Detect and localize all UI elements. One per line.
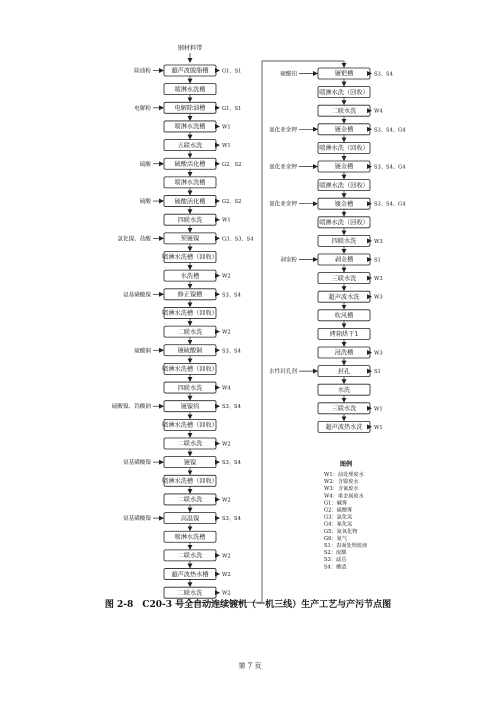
input-material-label: 电解粉 <box>134 105 151 112</box>
process-label: 水洗槽 <box>180 272 200 280</box>
input-material-label: 硫酸镍、钨酸钠 <box>111 404 151 411</box>
left-step <box>164 550 231 561</box>
left-step <box>162 363 218 374</box>
process-label: 喷淋水洗槽（回收） <box>162 478 218 485</box>
pollutant-tag: G1、S1 <box>222 105 242 112</box>
legend-item: S2：废酸 <box>324 550 347 557</box>
process-label: 喷淋水洗（回收） <box>319 89 369 97</box>
left-step <box>164 326 231 337</box>
right-step <box>318 403 383 414</box>
pollutant-tag: G3、S3、S4 <box>222 236 254 243</box>
start-label: 钢材料带 <box>177 45 203 52</box>
input-material-label: 氨基磺酸镍 <box>123 516 151 523</box>
process-label: 喷淋水洗（回收） <box>319 145 369 153</box>
process-label: 镀硫酸铜 <box>177 347 203 355</box>
legend-item: S1：表面处理废液 <box>324 543 368 549</box>
input-material-label: 硫酸铜 <box>134 348 151 355</box>
process-label: 喷淋水洗槽 <box>174 86 206 94</box>
legend-item: S3：滤芯 <box>324 557 347 564</box>
process-label: 五联水洗 <box>177 142 203 150</box>
process-label: 高温镍 <box>180 515 200 523</box>
process-label: 三联水洗 <box>331 405 357 413</box>
legend-item: G5：氮氧化物 <box>324 528 358 535</box>
process-label: 喷淋水洗槽（回收） <box>162 366 218 374</box>
legend-item: G4：氰化氢 <box>324 521 353 528</box>
legend-item: W1：前处理废水 <box>324 472 364 478</box>
pollutant-tag: G2、S2 <box>222 161 242 168</box>
input-material-label: 除油粉 <box>134 68 151 75</box>
pollutant-tag: S3、S4 <box>374 71 393 78</box>
process-label: 二联水洗 <box>177 496 203 504</box>
pollutant-tag: W3 <box>374 350 383 357</box>
right-step <box>318 328 370 339</box>
input-material-label: 氯化镍、盐酸 <box>117 236 151 243</box>
right-process-column <box>269 68 406 432</box>
pollutant-tag: S3、S4、G4 <box>374 201 406 208</box>
pollutant-tag: S3、S4 <box>222 516 241 523</box>
left-step <box>123 513 242 524</box>
left-step <box>164 121 231 132</box>
process-label: 三联水洗 <box>331 275 357 283</box>
right-step <box>318 180 370 191</box>
legend-item: G6：氨气 <box>324 535 348 542</box>
left-step <box>117 233 254 244</box>
pollutant-tag: W2 <box>222 273 231 280</box>
right-step <box>318 217 370 228</box>
pollutant-tag: W1 <box>222 217 231 224</box>
process-label: 修正镍槽 <box>177 291 203 299</box>
legend-title: 图例 <box>339 461 353 468</box>
legend-item: G2：硫酸雾 <box>324 507 353 514</box>
process-label: 喷淋水洗槽 <box>174 179 206 187</box>
left-step <box>164 84 216 95</box>
input-material-label: 氨基磺酸镍 <box>123 460 151 467</box>
pollutant-tag: W1 <box>222 124 231 131</box>
left-step <box>164 531 216 542</box>
pollutant-tag: W1 <box>222 143 231 150</box>
right-step <box>318 235 383 246</box>
right-step <box>318 310 370 321</box>
process-label: 喷淋水洗槽 <box>174 123 206 131</box>
pollutant-tag: W2 <box>222 553 231 560</box>
legend-item: W3：含氰废水 <box>324 486 359 493</box>
figure-caption: 图 2-8 C20-3 号全自动连续镀机（一机三线）生产工艺与产污节点图 <box>104 600 392 610</box>
process-label: 镀镍 <box>183 459 197 467</box>
right-step <box>318 347 383 358</box>
left-step <box>164 177 216 188</box>
process-label: 封孔 <box>337 368 351 376</box>
pollutant-tag: S3、S4 <box>222 404 241 411</box>
left-step <box>162 252 218 263</box>
input-material-label: 剥金粉 <box>280 257 297 264</box>
legend-items <box>324 470 368 570</box>
input-material-label: 氨基磺酸镍 <box>123 292 151 299</box>
process-label: 烤箱烘干1 <box>329 331 359 339</box>
left-step <box>164 494 231 505</box>
process-label: 二联水洗 <box>331 107 357 115</box>
process-label: 二联水洗 <box>177 328 203 336</box>
left-step <box>164 382 231 393</box>
left-step <box>162 419 218 430</box>
process-label: 四联水洗 <box>331 238 357 246</box>
process-label: 剥金槽 <box>334 256 354 264</box>
left-step <box>134 65 241 76</box>
input-material-label: 氰化亚金钾 <box>269 164 297 171</box>
pollutant-tag: W1 <box>374 424 383 431</box>
legend-item: S4：槽渣 <box>324 564 347 571</box>
right-step <box>318 291 383 302</box>
process-label: 喷淋水洗槽 <box>174 533 206 541</box>
process-label: 硫酸活化槽 <box>174 160 206 168</box>
right-step <box>280 254 381 265</box>
legend-item: W4：重金属废水 <box>324 493 364 500</box>
pollutant-tag: S1 <box>374 257 381 264</box>
process-label: 四联水洗 <box>177 384 203 392</box>
process-label: 超声波热水洗 <box>325 424 363 432</box>
process-label: 喷淋水洗槽（回收） <box>162 310 218 318</box>
process-label: 喷淋水洗（回收） <box>319 219 369 227</box>
right-step <box>318 384 370 395</box>
process-label: 超声波脱脂槽 <box>171 67 209 75</box>
process-label: 喷淋水洗（回收） <box>319 182 369 190</box>
left-step <box>164 438 231 449</box>
left-step <box>134 345 241 356</box>
process-label: 镀金槽 <box>334 200 354 208</box>
input-material-label: 氰化亚金钾 <box>269 127 297 134</box>
pollutant-tag: S3、S4、G4 <box>374 127 406 134</box>
process-label: 超声波水洗 <box>328 293 360 301</box>
process-label: 电解除油槽 <box>174 105 206 112</box>
right-step <box>269 124 406 135</box>
pollutant-tag: W2 <box>222 590 231 597</box>
right-step <box>318 421 383 432</box>
input-material-label: 硫酸 <box>139 199 151 206</box>
pollutant-tag: W4 <box>222 385 231 392</box>
pollutant-tag: W3 <box>374 276 383 283</box>
process-label: 四联水洗 <box>177 216 203 224</box>
pollutant-tag: W2 <box>222 441 231 448</box>
right-step <box>280 68 393 79</box>
process-label: 硫酸活化槽 <box>174 198 206 206</box>
process-label: 水洗 <box>337 386 351 394</box>
input-material-label: 水性封孔剂 <box>269 369 297 376</box>
right-step <box>318 273 383 284</box>
left-step <box>162 475 218 486</box>
left-step <box>162 307 218 318</box>
pollutant-tag: W1 <box>374 406 383 413</box>
process-label: 吹风槽 <box>334 312 354 320</box>
pollutant-tag: S3、S4 <box>222 292 241 299</box>
pollutant-tag: S1 <box>374 369 381 376</box>
left-step <box>134 102 241 113</box>
pollutant-tag: W2 <box>222 497 231 504</box>
left-step <box>123 289 242 300</box>
legend <box>324 460 368 570</box>
left-step <box>112 401 242 412</box>
input-material-label: 硫酸 <box>139 161 151 168</box>
left-step <box>164 270 231 281</box>
left-step <box>164 587 231 598</box>
input-material-label: 硫酸铂 <box>280 71 297 78</box>
pollutant-tag: W2 <box>222 572 231 579</box>
legend-item: G1：碱雾 <box>324 500 348 507</box>
left-step <box>164 140 231 151</box>
process-label: 超声波热水槽 <box>171 571 209 579</box>
left-step <box>164 569 231 580</box>
process-label: 镀金槽 <box>334 163 354 171</box>
pollutant-tag: W2 <box>222 329 231 336</box>
left-step <box>140 196 242 207</box>
process-label: 预镀镍 <box>180 235 200 243</box>
left-step <box>164 214 231 225</box>
process-label: 镀钯槽 <box>334 70 354 78</box>
pollutant-tag: W3 <box>374 294 383 301</box>
pollutant-tag: G1、S1 <box>222 68 242 75</box>
legend-item: W2：含镍废水 <box>324 479 359 486</box>
left-process-column <box>112 65 254 598</box>
pollutant-tag: W3 <box>374 238 383 245</box>
left-step <box>123 457 242 468</box>
right-step <box>318 105 383 116</box>
process-label: 喷淋水洗槽（回收） <box>162 254 218 262</box>
pollutant-tag: S3、S4、G4 <box>374 164 406 171</box>
page-number: 第 7 页 <box>238 662 262 670</box>
pollutant-tag: W4 <box>374 108 383 115</box>
process-label: 浸洗槽 <box>334 349 354 357</box>
pollutant-tag: S3、S4 <box>222 348 241 355</box>
input-material-label: 氰化亚金钾 <box>269 201 297 208</box>
left-step <box>140 158 242 169</box>
right-step <box>269 366 381 377</box>
pollutant-tag: S3、S4 <box>222 460 241 467</box>
process-label: 二联水洗 <box>177 552 203 560</box>
process-label: 镀金槽 <box>334 126 354 134</box>
process-label: 二联水洗 <box>177 589 203 597</box>
process-label: 镀镍钨 <box>180 403 200 411</box>
right-step <box>318 142 370 153</box>
process-label: 喷淋水洗槽（回收） <box>162 422 218 430</box>
right-step <box>269 198 406 209</box>
legend-item: G3：氯化氢 <box>324 514 353 521</box>
process-label: 二联水洗 <box>177 440 203 448</box>
right-step <box>318 87 370 98</box>
pollutant-tag: G2、S2 <box>222 199 242 206</box>
right-step <box>269 161 406 172</box>
